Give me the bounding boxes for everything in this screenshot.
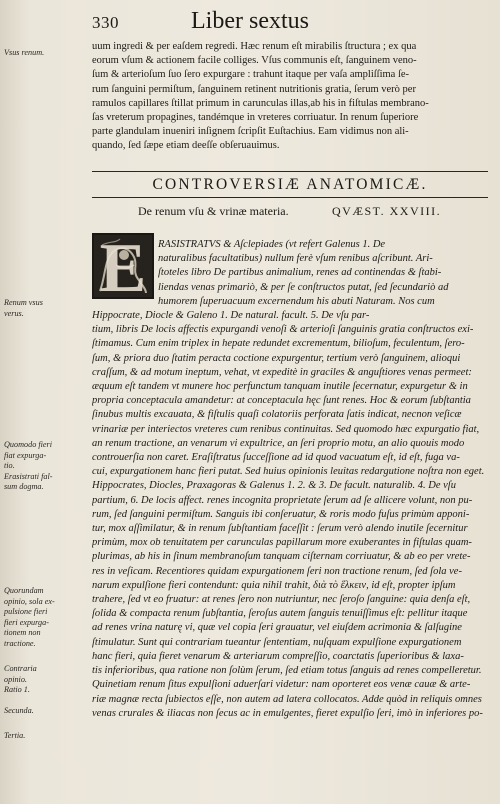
section-title: CONTROVERSIÆ ANATOMICÆ. bbox=[152, 176, 428, 193]
top-paragraph-line: parte glandulam inueniri inſignem ſcripſit Euſtachius. Eam vidimus non ali- bbox=[92, 126, 409, 138]
main-text-line: Quinetiam renum ſitus expulſioni aduerſari videtur: nam oporteret eos venæ cauæ & arte- bbox=[92, 679, 471, 691]
margin-note-contraria: Contraria opinio. Ratio 1. bbox=[4, 664, 37, 694]
question-number: QVÆST. XXVIII. bbox=[332, 204, 442, 218]
section-rule-top bbox=[92, 171, 488, 172]
main-text-line: vrinariæ per interiectos vreteres cum renibus continuitas. Sed quomodo hæc expurgatio fiat, bbox=[92, 423, 480, 435]
main-text-line: tium, libris De locis affectis expurgandi venoſi & arterioſi ſanguinis gratia conſtructos exi- bbox=[92, 324, 474, 336]
top-paragraph-line: ſas vreterum propagines, tandémque in vreteres corriuatur. In renum ſuperiore bbox=[92, 112, 419, 124]
margin-note-renum-usus-verus: Renum vsus verus. bbox=[4, 298, 43, 318]
main-text-line: Hippocrate, Diocle & Galeno 1. De natural. facult. 5. De vſu par- bbox=[92, 310, 370, 322]
main-text-line: hanc fieri, quia fieret venarum & arteriarum compreſſio, coarctatis ſuperioribus & laxa- bbox=[92, 650, 464, 662]
top-paragraph-line: rum ſanguini permiſtum, ſanguinem retinent nutritionis gratia, ſerum verò per bbox=[92, 83, 416, 95]
main-text bbox=[92, 238, 488, 721]
main-text-line: humorem ſuperuacuum excernendum his abuti Naturam. Nos cum bbox=[158, 295, 435, 307]
main-text-line: narum expulſione fieri contendunt: quia nihil trahit, διὰ τὸ ἕλκειν, id eſt, propter ipſum bbox=[92, 579, 456, 591]
top-paragraph bbox=[92, 40, 488, 154]
page-number: 330 bbox=[92, 13, 119, 32]
main-text-line: trahere, ſed vt eo fruatur: at renes ſero non nutriuntur, nec ſeroſo ſanguine: quia denſa eſt, bbox=[92, 594, 471, 606]
margin-note-quomodo: Quomodo fieri fiat expurga- tio. Erasistrati fal- sum dogma. bbox=[4, 440, 53, 491]
main-text-line: res in veſicam. Recentiores quidam expurgationem ſeri non tractione renum, ſed ſola ve- bbox=[92, 565, 462, 577]
main-text-line: ad renes vrina naturę vi, quæ vel copia ſeri grauatur, vel eiuſdem acrimonia & ſalſugine bbox=[92, 622, 462, 634]
main-text-line: ſtoteles libro De partibus animalium, renes ad continendas & ſtabi- bbox=[158, 267, 442, 279]
main-text-line: partium, 6. De locis affect. renes incognita proprietate ſerum ad ſe allicere volunt, non pu- bbox=[92, 494, 473, 506]
section-subtitle: De renum vſu & vrinæ materia. bbox=[138, 204, 289, 218]
main-text-line: æquum eſt tandem vt munere hoc perfunctum tanquam inutile ſecernatur, expurgetur & in bbox=[92, 381, 468, 393]
main-text-line: riæ magnæ recta ſubiectos eſſe, non autem ad latera collocatos. Adde quòd in reliquis omnes bbox=[92, 693, 482, 705]
main-text-line: rum, ſed ſanguini permiſtum. Sanguis ibi conſeruatur, & roris modo fuſus primùm apponi- bbox=[92, 508, 470, 520]
top-paragraph-line: uum ingredi & per eaſdem regredi. Hæc renum eſt mirabilis ſtructura ; ex qua bbox=[92, 41, 417, 52]
main-text-line: propria conceptacula amandetur: at conceptacula hęc ſunt renes. Hoc & eorum ſubſtantia bbox=[92, 395, 471, 407]
main-text-line: ſtimamus. Cum enim triplex in hepate redundet excrementum, bilioſum, feculentum, ſero- bbox=[92, 338, 465, 350]
main-text-line: RASISTRATVS & Aſclepiades (vt refert Galenus 1. De bbox=[158, 239, 386, 250]
main-text-line: primùm, mox ob tenuitatem per carunculas papillarum more exuberantes in fiſtulas quam- bbox=[92, 537, 472, 549]
main-text-line: controuerſia non caret. Eraſiſtratus ſucceſſione ad id quod vacuatum eſt, id eſt, fuga va- bbox=[92, 452, 460, 464]
running-head: Liber sextus bbox=[191, 8, 309, 34]
main-text-line: venas crurales & iliacas non ſecus ac in emulgentes, fieret expulſio ſeri, imò in inferiores po- bbox=[92, 707, 483, 719]
margin-note-usus-renum: Vsus renum. bbox=[4, 48, 45, 57]
margin-note-secunda: Secunda. bbox=[4, 706, 34, 715]
main-text-line: Hippocrates, Diocles, Praxagoras & Galenus 1. 2. & 3. De facult. naturalib. 4. De vſu bbox=[92, 480, 456, 492]
margin-note-tertia: Tertia. bbox=[4, 731, 26, 740]
main-text-line: ſum, & priora duo ſtatim peracta coctione expurgentur, tertium verò ſanguinem, alioqui bbox=[92, 352, 461, 364]
top-paragraph-line: ramulos capillares ſtillat primum in carunculas illas,ab his in fiſtulas membrano- bbox=[92, 97, 429, 109]
main-text-line: ſinubus multis excauata, & fiſtulis quaſi colatoriis perforata ſatis indicat, necnon veſicæ bbox=[92, 409, 462, 421]
main-text-line: naturalibus facultatibus) nullum ferè vſum renibus aſcribunt. Ari- bbox=[158, 253, 433, 265]
main-text-line: craſſum, & ad motum ineptum, vehat, vt expeditè in graciles & anguſtiores venas permeet: bbox=[92, 366, 472, 378]
main-text-line: an renum tractione, an venarum vi expultrice, an ſeri proprio motu, an alio quouis modo bbox=[92, 437, 465, 449]
main-text-line: ſtimulatur. Sunt qui contrariam tueantur ſententiam, nuſquam expulſione expurgationem bbox=[92, 636, 462, 648]
drop-cap-letter: E bbox=[99, 233, 147, 299]
margin-note-quorundam: Quorundam opinio, sola ex- pulsione fieri fieri expurga- tionem non tractione. bbox=[4, 586, 55, 648]
main-text-line: cui, expurgationem hanc fieri putat. Sed huius opinionis leuitas redargutione noſtra non eget. bbox=[92, 466, 485, 478]
main-text-line: ſolida & compacta renum ſubſtantia, ſeroſus autem ſanguis tenuiſſimus eſt: pellitur itaque bbox=[92, 608, 468, 620]
top-paragraph-line: ſum & arterioſum ſuo ſero expurgare : trahunt itaque per vaſa ampliſſima ſe- bbox=[92, 69, 410, 81]
top-paragraph-line: quando, ſed ſæpe etiam deeſſe obſeruauimus. bbox=[92, 140, 280, 152]
main-text-line: tis inferioribus, qua ratione non ſolùm ſerum, ſed etiam totus ſanguis ad renes compelleretur. bbox=[92, 665, 482, 677]
main-text-line: liendas venas primariò, & per ſe conſtructos putat, ſed ſecundariò ad bbox=[158, 281, 449, 293]
top-paragraph-line: eorum vſum & actionem facile colliges. Vſus communis eſt, ſanguinem veno- bbox=[92, 55, 417, 67]
main-text-line: plurimas, ab his in ſinum membranoſum tanquam ciſternam corriuatur, & ab eo per vrete- bbox=[92, 551, 471, 563]
section-rule-bottom bbox=[92, 197, 488, 198]
main-text-line: tur, mox aſſimilatur, & in renum ſubſtantiam faceſſit : ſerum verò alendo inutile ſecernitur bbox=[92, 523, 468, 535]
